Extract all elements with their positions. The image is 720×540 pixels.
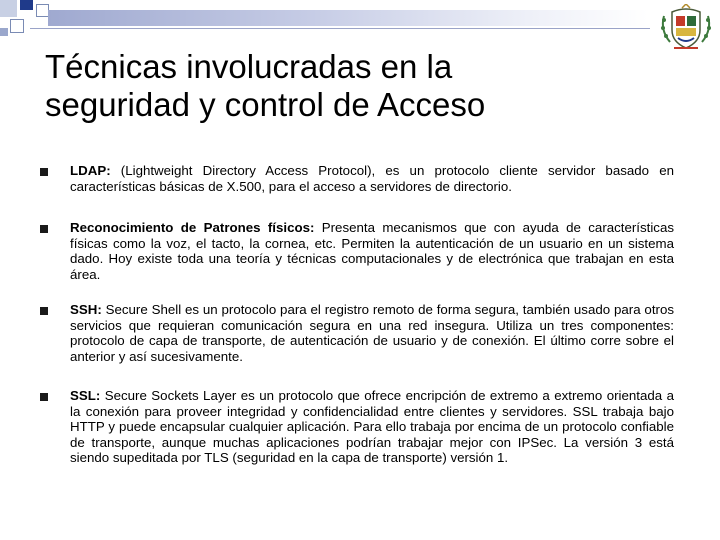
- header-rule: [30, 28, 650, 29]
- decor-square: [0, 0, 17, 17]
- bullet-square-icon: [40, 168, 48, 176]
- decor-square: [10, 19, 24, 33]
- bullet-term: Reconocimiento de Patrones físicos:: [70, 220, 315, 235]
- bullet-term: LDAP:: [70, 163, 111, 178]
- bullet-body: Presenta mecanismos que con ayuda de características físicas como la voz, el tacto, la cornea, etc. Permiten la autenticación de un usuario en un sistema dado. Hoy existe toda una teoría y técnicas computacionales y de electrónica que trabajan en esta área.: [70, 220, 674, 282]
- bullet-square-icon: [40, 225, 48, 233]
- bullet-text: [70, 388, 674, 466]
- bullet-text: [70, 163, 674, 194]
- bullet-term: SSH:: [70, 302, 102, 317]
- decor-square: [20, 0, 33, 10]
- bullet-square-icon: [40, 393, 48, 401]
- bullet-square-icon: [40, 307, 48, 315]
- bullet-body: (Lightweight Directory Access Protocol), es un protocolo cliente servidor basado en características básicas de X.500, para el acceso a servidores de directorio.: [70, 163, 674, 194]
- bullet-body: Secure Shell es un protocolo para el registro remoto de forma segura, también usado para otros servicios que requieran comunicación segura en una red insegura. Utiliza un tres componentes: protocolo de capa de transporte, de autenticación de usuario y de conexión. El último corre sobre el anterior y así sucesivamente.: [70, 302, 674, 364]
- header-gradient-bar: [48, 10, 648, 26]
- bullet-text: [70, 220, 674, 282]
- bullet-term: SSL:: [70, 388, 101, 403]
- university-crest-icon: [658, 4, 714, 52]
- slide-title: Técnicas involucradas en la seguridad y control de Acceso: [45, 48, 486, 123]
- bullet-body: Secure Sockets Layer es un protocolo que ofrece encripción de extremo a extremo orientada a la conexión para proveer integridad y confidencialidad entre clientes y servidores. SSL trabaja bajo HTTP y puede encapsular cualquier aplicación. Para ello trabaja por encima de un protocolo confiable de transporte, aunque muchas aplicaciones podrían trabajar mejor con IPSec. La versión 3 está siendo supeditada por TLS (seguridad en la capa de transporte) versión 1.: [70, 388, 674, 466]
- bullet-text: [70, 302, 674, 364]
- decor-square: [0, 28, 8, 36]
